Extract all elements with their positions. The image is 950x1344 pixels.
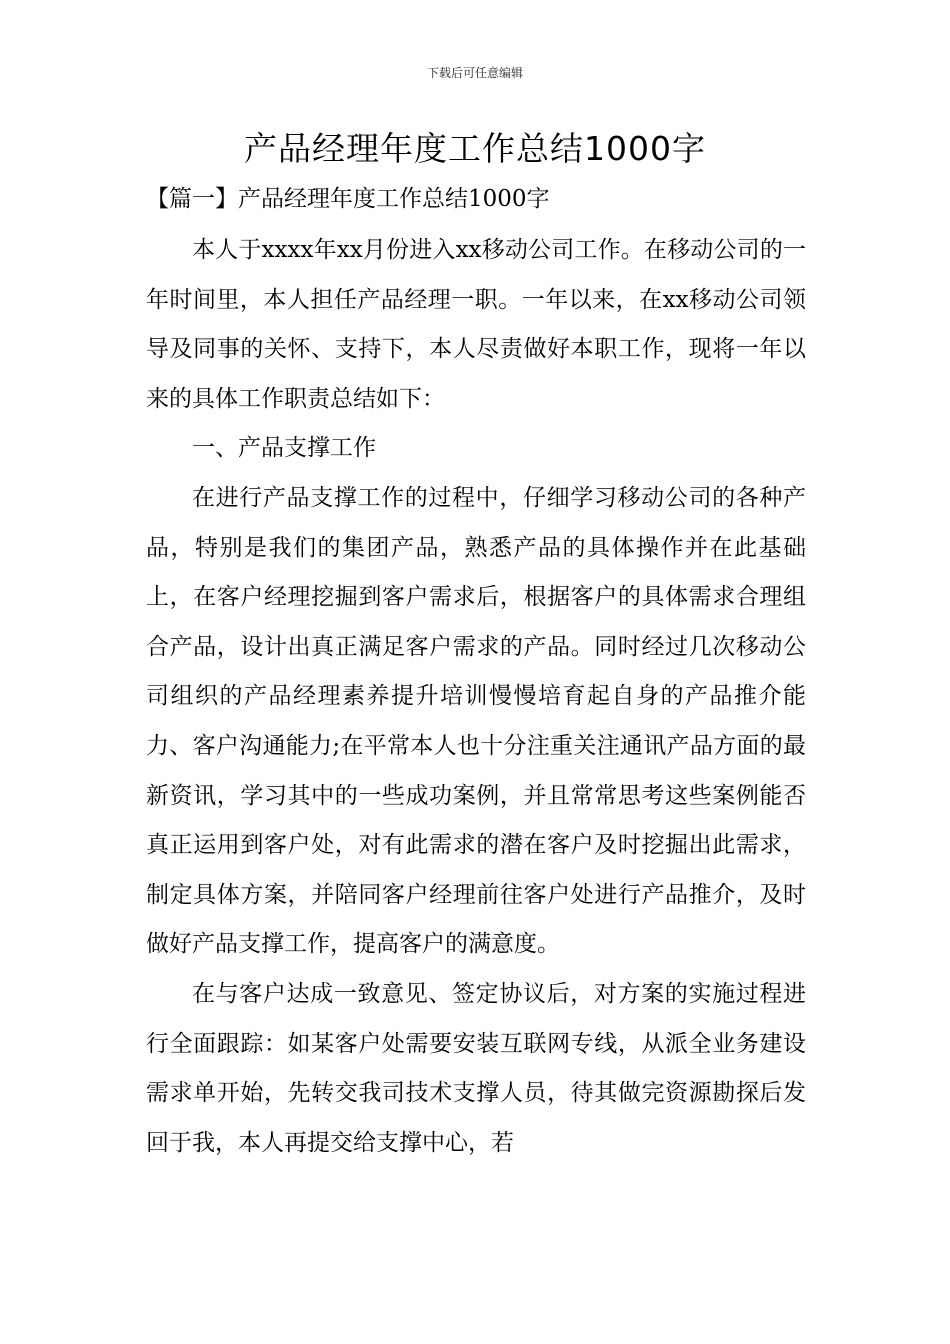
paragraph-intro: 本人于xxxx年xx月份进入xx移动公司工作。在移动公司的一年时间里，本人担任产品经理一职。一年以来，在xx移动公司领导及同事的关怀、支持下，本人尽责做好本职工作，现将一年以来的具体工作职责总结如下： [146, 237, 806, 412]
paragraph-subheading: 一、产品支撑工作 [192, 435, 376, 462]
section-heading: 【篇一】产品经理年度工作总结1000字 [146, 186, 550, 212]
document-body [146, 226, 806, 1168]
header-note: 下载后可任意编辑 [426, 66, 523, 80]
paragraph-implementation: 在与客户达成一致意见、签定协议后，对方案的实施过程进行全面跟踪：如某客户处需要安装互联网专线，从派全业务建设需求单开始，先转交我司技术支撑人员，待其做完资源勘探后发回于我，本人再提交给支撑中心，若 [146, 980, 806, 1156]
document-title: 产品经理年度工作总结1000字 [244, 129, 706, 168]
paragraph-product-support: 在进行产品支撑工作的过程中，仔细学习移动公司的各种产品，特别是我们的集团产品，熟悉产品的具体操作并在此基础上，在客户经理挖掘到客户需求后，根据客户的具体需求合理组合产品，设计出真正满足客户需求的产品。同时经过几次移动公司组织的产品经理素养提升培训慢慢培育起自身的产品推介能力、客户沟通能力;在平常本人也十分注重关注通讯产品方面的最新资讯，学习其中的一些成功案例，并且常常思考这些案例能否真正运用到客户处，对有此需求的潜在客户及时挖掘出此需求，制定具体方案，并陪同客户经理前往客户处进行产品推介，及时做好产品支撑工作，提高客户的满意度。 [146, 484, 806, 958]
